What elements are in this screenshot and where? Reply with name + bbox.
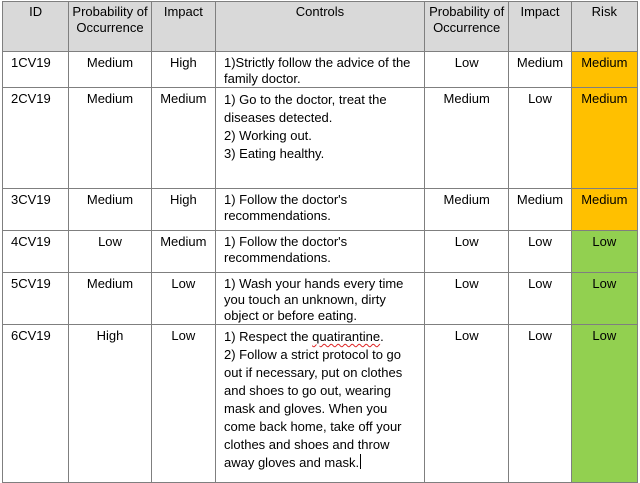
control-text: . [380, 329, 384, 344]
cell-impact-after[interactable]: Medium [509, 189, 571, 231]
header-risk[interactable]: Risk [571, 2, 637, 52]
cell-impact-after[interactable]: Low [509, 273, 571, 325]
cell-id[interactable]: 3CV19 [3, 189, 69, 231]
control-line: 3) Eating healthy. [223, 146, 325, 161]
table-row [3, 88, 638, 189]
cell-probability-after[interactable]: Low [424, 52, 508, 88]
control-line: 1)Strictly follow the advice of the family doctor. [223, 55, 411, 86]
cell-probability[interactable]: High [69, 325, 151, 483]
header-controls[interactable]: Controls [215, 2, 424, 52]
table-row [3, 273, 638, 325]
cell-controls[interactable] [215, 88, 424, 189]
header-impact[interactable]: Impact [151, 2, 215, 52]
control-line: 1) Wash your hands every time you touch an unknown, dirty object or before eating. [223, 276, 404, 323]
cell-id[interactable]: 5CV19 [3, 273, 69, 325]
cell-risk[interactable]: Medium [571, 88, 637, 189]
table-row [3, 231, 638, 273]
cell-probability[interactable]: Medium [69, 52, 151, 88]
cell-id[interactable]: 6CV19 [3, 325, 69, 483]
control-line: 1) Follow the doctor's recommendations. [223, 192, 348, 223]
cell-probability-after[interactable]: Medium [424, 88, 508, 189]
control-text: 2) Follow a strict protocol to go out if necessary, put on clothes and shoes to go out, wearing mask and gloves. When you come back home, take off your clothes and shoes and throw away gloves and mask. [223, 347, 403, 470]
risk-table-container [2, 1, 638, 483]
cell-impact[interactable]: Medium [151, 88, 215, 189]
cell-probability-after[interactable]: Low [424, 273, 508, 325]
table-row [3, 189, 638, 231]
header-impact-after[interactable]: Impact [509, 2, 571, 52]
cell-probability[interactable]: Medium [69, 273, 151, 325]
cell-controls[interactable] [215, 325, 424, 483]
cell-controls[interactable] [215, 52, 424, 88]
cell-impact[interactable]: Low [151, 273, 215, 325]
cell-controls[interactable] [215, 231, 424, 273]
table-row [3, 325, 638, 483]
cell-probability[interactable]: Medium [69, 189, 151, 231]
cell-impact-after[interactable]: Low [509, 88, 571, 189]
cell-probability-after[interactable]: Medium [424, 189, 508, 231]
control-line: 2) Working out. [223, 128, 312, 143]
cell-risk[interactable]: Low [571, 273, 637, 325]
cell-probability[interactable]: Low [69, 231, 151, 273]
misspelled-word[interactable]: quatirantine [312, 329, 381, 344]
cell-probability-after[interactable]: Low [424, 325, 508, 483]
control-line [224, 328, 421, 346]
cell-impact-after[interactable]: Low [509, 231, 571, 273]
control-line [224, 346, 421, 472]
cell-id[interactable]: 4CV19 [3, 231, 69, 273]
cell-risk[interactable]: Medium [571, 189, 637, 231]
risk-assessment-table [2, 1, 638, 483]
header-probability-after[interactable]: Probability of Occurrence [424, 2, 508, 52]
cell-controls[interactable] [215, 189, 424, 231]
text-cursor [360, 454, 361, 469]
header-id[interactable]: ID [3, 2, 69, 52]
cell-probability-after[interactable]: Low [424, 231, 508, 273]
header-row [3, 2, 638, 52]
cell-risk[interactable]: Low [571, 325, 637, 483]
cell-id[interactable]: 1CV19 [3, 52, 69, 88]
cell-impact[interactable]: Medium [151, 231, 215, 273]
cell-impact[interactable]: High [151, 52, 215, 88]
cell-controls[interactable] [215, 273, 424, 325]
header-probability[interactable]: Probability of Occurrence [69, 2, 151, 52]
control-text: 1) Respect the [223, 329, 313, 344]
cell-impact[interactable]: Low [151, 325, 215, 483]
cell-risk[interactable]: Low [571, 231, 637, 273]
table-row [3, 52, 638, 88]
cell-impact-after[interactable]: Medium [509, 52, 571, 88]
cell-id[interactable]: 2CV19 [3, 88, 69, 189]
cell-impact[interactable]: High [151, 189, 215, 231]
control-line: 1) Follow the doctor's recommendations. [223, 234, 348, 265]
cell-probability[interactable]: Medium [69, 88, 151, 189]
cell-impact-after[interactable]: Low [509, 325, 571, 483]
control-line: 1) Go to the doctor, treat the diseases detected. [223, 92, 387, 125]
cell-risk[interactable]: Medium [571, 52, 637, 88]
